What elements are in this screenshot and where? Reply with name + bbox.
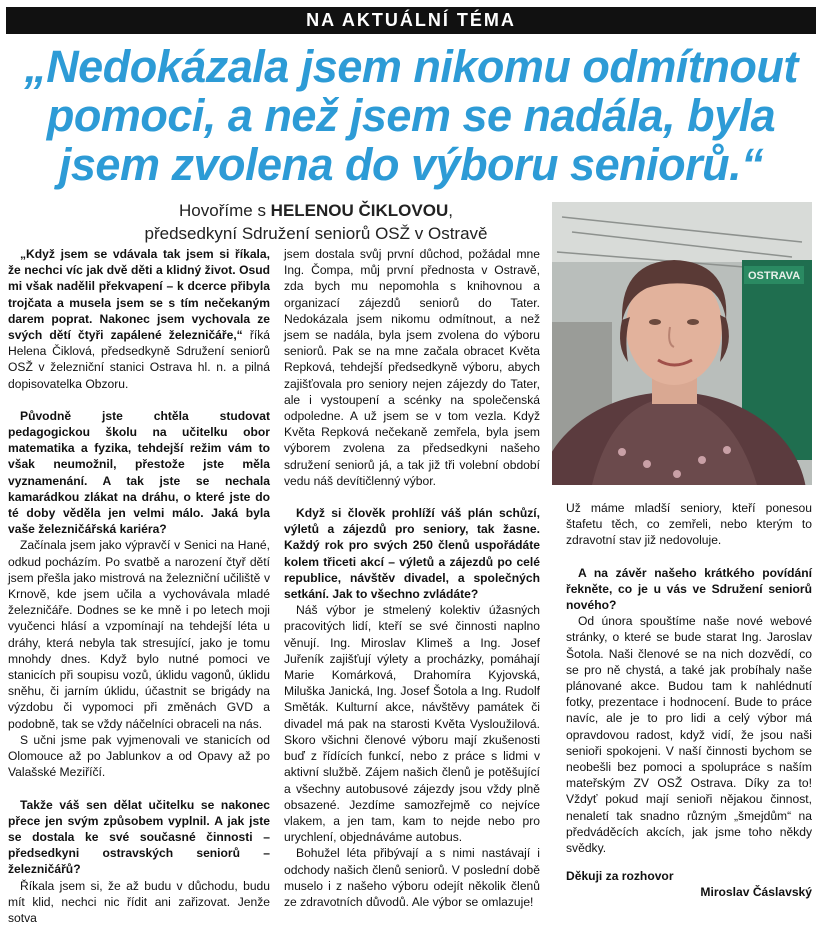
- answer-1-continued: S učni jsme pak vyjmenovali ve stanicích od Olomouce až po Jablunkov a od Opavy až po Valašské Meziříčí.: [8, 732, 270, 780]
- answer-4: Od února spouštíme naše nové webové stránky, o které se bude starat Ing. Jaroslav Šotola. Naši členové se na nich dozvědí, co se pro ně chystá, a také jak probíhaly naše plánované akce. Budou tam k nahlédnutí fotky, prezentace i hodnocení. Bude to práce navíc, ale je to pro lidi a celý výbor má opravdovou radost, když vidí, že jsou naši senioři spokojeni. V naší činnosti bychom se neobešli bez pomoci a spolupráce s naším mateřským ZV OSŽ Ostrava. Díky za to! Vždyť pokud mají senioři nějakou činnost, nenaletí tak snadno různým „šmejdům“ na předváděcích akcích, jak jsme toho někdy svědky.: [566, 614, 812, 856]
- station-sign: OSTRAVA: [748, 270, 801, 282]
- intro-attribution: říká Helena Čiklová, předsedkyně Sdružení seniorů OSŽ v železniční stanici Ostrava hl. n. a pilná dopisovatelka Obzoru.: [8, 328, 270, 391]
- question-3: Když si člověk prohlíží váš plán schůzí, výletů a zájezdů pro seniory, tak žasne. Každý rok pro svých 250 členů uspořádáte kolem třiceti akcí – výletů a zájezdů po celé republice, návštěv divadel, a společných setkání. Jak to všechno zvládáte?: [284, 506, 540, 602]
- subheading-suffix: ,: [448, 201, 453, 220]
- subheading-prefix: Hovoříme s: [179, 201, 271, 220]
- answer-1: Začínala jsem jako výpravčí v Senici na Hané, odkud pocházím. Po svatbě a narození čtyř dětí jsem přešla jako mistrová na železniční učiliště v Krnově, kde jsem učila a vychovávala mladé železničáře. Dodnes se ke mně i po letech moji vyučenci hlásí a vzpomínají na tehdejší léta u dráhy, která nebyla tak stresující, jako je tomu mnohdy dnes. Když bylo nutné pomoci ve stanicích při soupisu vozů, úklidu vagonů, úklidu sněhu, či jarním úklidu, účastnit se brigády na výzdobu či vypomoci při změnách GVD a podobně, tak se vždy náčelníci obraceli na nás.: [8, 538, 270, 731]
- section-banner: NA AKTUÁLNÍ TÉMA: [6, 7, 816, 34]
- intro-paragraph: [8, 246, 270, 392]
- question-1: Původně jste chtěla studovat pedagogickou školu na učitelku obor matematika a fyzika, tehdejší režim vám to však neumožnil, přestože jste měla vyznamenání. A tak jste se nechala kamarádkou zlákat na dráhu, o které jste do té doby věděla jen velmi málo. Jaká byla vaše železničářská kariéra?: [8, 408, 270, 537]
- question-4: A na závěr našeho krátkého povídání řekněte, co je u vás ve Sdružení seniorů nového?: [566, 565, 812, 613]
- answer-2: Říkala jsem si, že až budu v důchodu, budu mít klid, nechci nic řídit ani zařizovat. Jenže sotva: [8, 878, 270, 925]
- answer-3-continued: Bohužel léta přibývají a s nimi nastávají i odchody našich členů seniorů. V poslední době muselo i z našeho výboru odejít několik členů ze zdravotních důvodů. Ale výbor se omlazuje!: [284, 846, 540, 909]
- column-1: [8, 246, 270, 926]
- answer-2-continued: jsem dostala svůj první důchod, požádal mne Ing. Čompa, můj první přednosta v Ostravě, zda bych mu nepomohla s knihovnou a organizací zájezdů seniorů do Tater. Nedokázala jsem nikomu odmítnout, a než jsem se nadála, byla jsem zvolena do výboru seniorů. Pak se na mne začala obracet Květa Repková, tehdejší předsedkyně výboru, abych zajišťovala pro seniory nejen zájezdy do Tater, ale i vystoupení a scénky na společenská odpoledne. A už jsem se v tom vezla. Když Květa Repková nečekaně zemřela, byla jsem výborem zvolena za předsedkyni našeho sdružení seniorů já, a tak již tři volební období vedu náš devítičlenný výbor.: [284, 247, 540, 488]
- portrait-illustration: [552, 202, 812, 485]
- portrait-photo: [552, 202, 812, 485]
- column-3: [566, 500, 812, 901]
- subheading: [96, 199, 536, 245]
- interviewee-role: předsedkyní Sdružení seniorů OSŽ v Ostravě: [144, 224, 488, 243]
- intro-quote: „Když jsem se vdávala tak jsem si říkala, že nechci víc jak dvě děti a klidný život. Osud mi však nadělil překvapení – k dcerce přibyla trojčata a musela jsem se s tím nečekaným darem poprat. Nakonec jsem vychovala ze svých dětí čtyři zapálené železničáře,“: [8, 247, 270, 343]
- column-2: [284, 246, 540, 910]
- author-byline: Miroslav Čáslavský: [700, 885, 812, 900]
- headline: „Nedokázala jsem nikomu odmítnout pomoci, a než jsem se nadála, byla jsem zvolena do výboru seniorů.“: [24, 41, 798, 190]
- interviewee-name: HELENOU ČIKLOVOU: [270, 201, 449, 220]
- closing-thanks: Děkuji za rozhovor: [566, 869, 674, 884]
- answer-3-end: Už máme mladší seniory, kteří ponesou štafetu těch, co zemřeli, nebo kterým to zdravotní stav již nedovoluje.: [566, 501, 812, 548]
- answer-3: Náš výbor je stmelený kolektiv úžasných pracovitých lidí, kteří se své činnosti naplno věnují. Ing. Miroslav Klimeš a Ing. Josef Juřeník zajišťují výlety a procházky, pomáhají Marie Komárková, Drahomíra Kyjovská, Miluška Janická, Ing. Josef Šotola a Ing. Rudolf Směták. Kulturní akce, návštěvy památek či divadel má pak na starosti Květa Vysloužilová. Skoro všichni členové výboru mají zkušenosti buď z řídících funkcí, nebo z práce s lidmi v aktivní službě. Zájem našich členů je potěšující a všechny autobusové zájezdy jsou vždy plně obsazené. Jezdíme samozřejmě co nejvíce vlakem, a jen tam, kam to nejde nebo pro urychlení, objednáváme autobus.: [284, 603, 540, 845]
- question-2: Takže váš sen dělat učitelku se nakonec přece jen svým způsobem vyplnil. A jak jste se dostala ke své současné činnosti – předsedkyni ostravských seniorů – železničářů?: [8, 797, 270, 877]
